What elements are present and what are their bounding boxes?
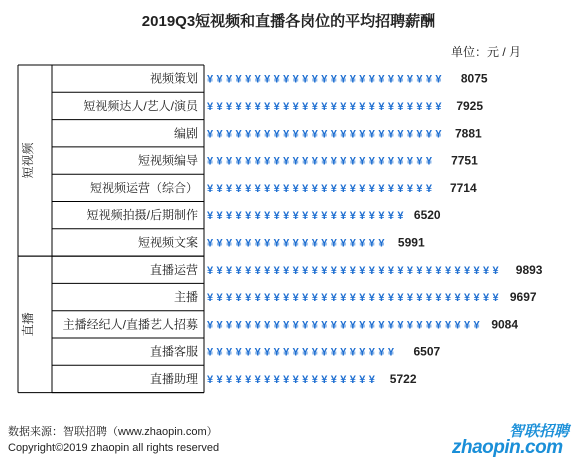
value-label: 7881	[455, 126, 482, 141]
value-label: 8075	[460, 71, 488, 86]
bar: ¥¥¥¥¥¥¥¥¥¥¥¥¥¥¥¥¥¥	[207, 373, 379, 386]
bar: ¥¥¥¥¥¥¥¥¥¥¥¥¥¥¥¥¥¥¥¥¥¥¥¥	[207, 182, 436, 195]
zhaopin-logo	[448, 420, 573, 462]
data-source: 数据来源：智联招聘（www.zhaopin.com）	[8, 426, 218, 438]
group-label: 直播	[21, 312, 35, 337]
category-label: 短视频编导	[137, 153, 198, 168]
bar: ¥¥¥¥¥¥¥¥¥¥¥¥¥¥¥¥¥¥¥¥¥¥¥¥¥	[207, 73, 445, 86]
category-label: 短视频文案	[137, 235, 198, 250]
value-label: 7925	[456, 98, 484, 113]
category-label: 主播	[173, 290, 198, 305]
bar: ¥¥¥¥¥¥¥¥¥¥¥¥¥¥¥¥¥¥¥¥¥¥¥¥¥	[207, 128, 445, 141]
bar: ¥¥¥¥¥¥¥¥¥¥¥¥¥¥¥¥¥¥¥¥¥¥¥¥¥	[207, 100, 445, 113]
value-label: 5991	[397, 235, 425, 250]
category-label: 短视频达人/艺人/演员	[83, 98, 198, 113]
value-label: 6507	[413, 344, 441, 359]
bar: ¥¥¥¥¥¥¥¥¥¥¥¥¥¥¥¥¥¥¥¥¥¥¥¥	[207, 155, 436, 168]
value-label: 7751	[451, 153, 478, 168]
bar: ¥¥¥¥¥¥¥¥¥¥¥¥¥¥¥¥¥¥¥¥¥	[207, 210, 407, 223]
chart-title: 2019Q3短视频和直播各岗位的平均招聘薪酬	[141, 13, 436, 30]
value-label: 9893	[515, 262, 543, 277]
bar: ¥¥¥¥¥¥¥¥¥¥¥¥¥¥¥¥¥¥¥¥	[207, 346, 398, 359]
bar: ¥¥¥¥¥¥¥¥¥¥¥¥¥¥¥¥¥¥¥¥¥¥¥¥¥¥¥¥¥¥¥	[207, 292, 503, 305]
value-label: 6520	[413, 208, 441, 223]
category-label: 直播客服	[149, 344, 198, 359]
category-label: 编剧	[173, 126, 198, 141]
unit-label: 单位：元 / 月	[450, 45, 521, 59]
bar: ¥¥¥¥¥¥¥¥¥¥¥¥¥¥¥¥¥¥¥¥¥¥¥¥¥¥¥¥¥¥¥	[207, 264, 503, 277]
category-label: 主播经纪人/直播艺人招募	[62, 317, 198, 332]
value-label: 5722	[389, 371, 417, 386]
category-label: 直播助理	[149, 371, 198, 386]
group-label: 短视频	[21, 142, 35, 179]
category-label: 短视频运营（综合）	[89, 180, 198, 195]
category-label: 直播运营	[149, 262, 198, 277]
logo-en-text: zhaopin.com	[452, 437, 563, 458]
bar: ¥¥¥¥¥¥¥¥¥¥¥¥¥¥¥¥¥¥¥¥¥¥¥¥¥¥¥¥¥	[207, 319, 484, 332]
value-label: 7714	[449, 180, 477, 195]
bar: ¥¥¥¥¥¥¥¥¥¥¥¥¥¥¥¥¥¥¥	[207, 237, 388, 250]
logo-cn-text: 智联招聘	[508, 423, 569, 440]
category-label: 短视频拍摄/后期制作	[86, 208, 198, 223]
value-label: 9084	[491, 317, 519, 332]
category-label: 视频策划	[149, 71, 198, 86]
value-label: 9697	[509, 290, 537, 305]
copyright-text: Copyright©2019 zhaopin all rights reserved	[8, 442, 220, 454]
